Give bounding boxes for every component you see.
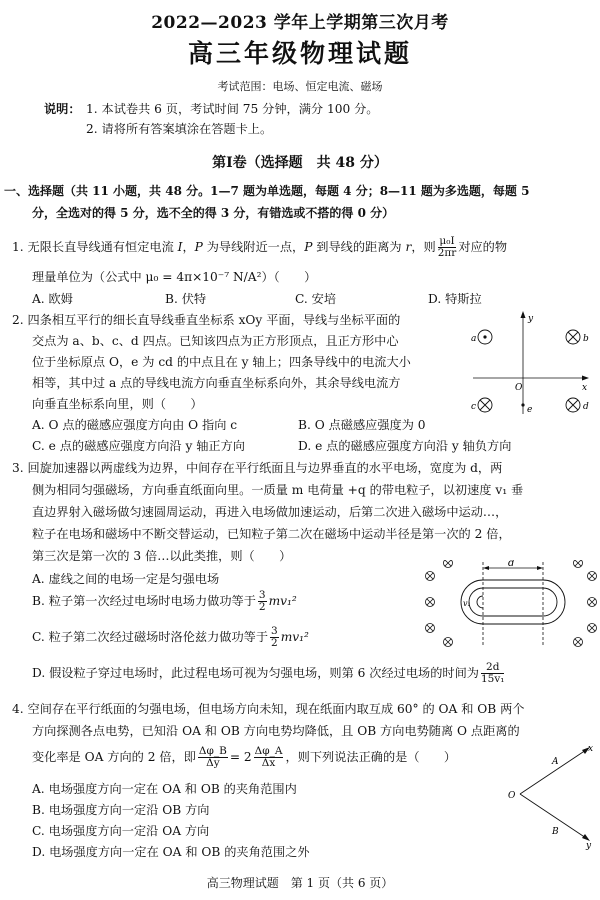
q1-line2: 理量单位为（公式中 μ₀ = 4π×10⁻⁷ N/A²）（ ） [32, 270, 317, 284]
q3-label-d: d [508, 560, 515, 569]
wire-d-cross [568, 400, 578, 410]
q2-line3: 位于坐标原点 O，e 为 cd 的中点且在 y 轴上；四条导线中的电流大小 [32, 355, 411, 369]
q3-option-b: B. 粒子第一次经过电场时电场力做功等于 $\frac{3}{2}$ mv₁² [32, 589, 297, 613]
part-heading-line2: 分，全选对的得 5 分，选不全的得 3 分，有错选或不搭的得 0 分） [32, 206, 395, 220]
q3-option-c: C. 粒子第二次经过磁场时洛伦兹力做功等于 $\frac{3}{2}$ mv₁² [32, 625, 309, 649]
q2-label-x: x [582, 383, 588, 393]
q1-fraction: $\frac{\text{μ₀I}}{2\pi r}$ [437, 235, 457, 259]
orbit-inner [477, 596, 483, 608]
q2-line1: 2. 四条相互平行的细长直导线垂直坐标系 xOy 平面，导线与坐标平面的 [12, 313, 401, 327]
q4-label-O: O [508, 791, 516, 801]
q4-option-a: A. 电场强度方向一定在 OA 和 OB 的夹角范围内 [32, 782, 297, 796]
q1-option-a: A. 欧姆 [32, 292, 73, 306]
q3-line3: 直边界射入磁场做匀速圆周运动，再进入电场做加速运动，后第二次进入磁场中运动…， [32, 505, 508, 519]
note-label: 说明： [44, 102, 81, 116]
q1-option-d: D. 特斯拉 [428, 292, 482, 306]
q4-line2: 方向探测各点电势，已知沿 OA 和 OB 方向电势均降低，且 OB 方向电势随离 O 点距离的 [32, 724, 520, 738]
q1-option-b: B. 伏特 [165, 292, 207, 306]
paper-title: 高三年级物理试题 [187, 39, 412, 68]
wire-c-cross [480, 400, 490, 410]
q4-label-B: B [552, 827, 559, 837]
q4-line3: 变化率是 OA 方向的 2 倍，即 $\frac{\Delta\varphi\_B}{\Delta y}$ = 2 $\frac{\Delta\varphi\_A}{\Delta x}$ ，则下列说法正确的是（ ） [32, 745, 457, 769]
note-1: 1. 本试卷共 6 页，考试时间 75 分钟，满分 100 分。 [86, 102, 379, 116]
q2-figure [465, 306, 595, 418]
q2-label-e: e [527, 405, 533, 415]
q2-option-b: B. O 点磁感应强度为 0 [298, 418, 426, 432]
exam-title: 2022—2023 学年上学期第三次月考 [151, 13, 449, 33]
q2-label-a: a [471, 334, 477, 344]
orbit-middle [469, 588, 557, 616]
q2-line5: 向垂直坐标系向里，则（ ） [32, 397, 203, 411]
q2-line4: 相等，其中过 a 点的导线电流方向垂直坐标系向外，其余导线电流方 [32, 376, 401, 390]
q2-label-d: d [583, 402, 589, 412]
q3-line1: 3. 回旋加速器以两虚线为边界，中间存在平行纸面且与边界垂直的水平电场，宽度为 d，两 [12, 461, 503, 475]
q4-figure [500, 742, 595, 850]
q3-cyclotron-figure [420, 560, 598, 648]
q2-label-b: b [583, 334, 589, 344]
q4-option-b: B. 电场强度方向一定沿 OB 方向 [32, 803, 210, 817]
q3-label-v1: v₁ [463, 599, 471, 608]
q1-stem: 1. 无限长直导线通有恒定电流 I，P 为导线附近一点，P 到导线的距离为 r，则 $\frac{\text{μ₀I}}{2\pi r}$ 对应的物 [12, 235, 508, 259]
part-heading-line1: 一、选择题（共 11 小题，共 48 分。1—7 题为单选题，每题 4 分；8—11 题为多选题，每题 5 [4, 184, 530, 198]
field-marks-left [426, 560, 453, 647]
q2-x-arrow [582, 376, 589, 381]
q3-line4: 粒子在电场和磁场中不断交替运动，已知粒子第二次在磁场中运动半径是第一次的 2 倍， [32, 527, 511, 541]
q4-option-c: C. 电场强度方向一定沿 OA 方向 [32, 824, 210, 838]
q4-label-A: A [552, 757, 559, 767]
q3-line5: 第三次是第一次的 3 倍…以此类推，则（ ） [32, 549, 292, 563]
q2-option-a: A. O 点的磁感应强度方向由 O 指向 c [32, 418, 238, 432]
q2-option-c: C. e 点的磁感应强度方向沿 y 轴正方向 [32, 439, 245, 453]
q3-line2: 侧为相同匀强磁场，方向垂直纸面向里。一质量 m 电荷量 +q 的带电粒子，以初速度 v₁ 垂 [32, 483, 524, 497]
section-title: 第Ⅰ卷（选择题 共 48 分） [212, 155, 388, 171]
q1-option-c: C. 安培 [295, 292, 337, 306]
q4-line1: 4. 空间存在平行纸面的匀强电场，但电场方向未知，现在纸面内取互成 60° 的 OA 和 OB 两个 [12, 702, 525, 716]
point-e [521, 403, 524, 406]
q2-line2: 交点为 a、b、c、d 四点。已知该四点为正方形顶点，且正方形中心 [32, 334, 399, 348]
q4-label-y: y [586, 841, 592, 850]
wire-b-cross [568, 332, 578, 342]
q2-label-y: y [528, 314, 534, 324]
page-footer: 高三物理试题 第 1 页（共 6 页） [206, 876, 394, 890]
note-2: 2. 请将所有答案填涂在答题卡上。 [86, 122, 273, 136]
q2-label-O: O [515, 383, 523, 393]
q3-option-a: A. 虚线之间的电场一定是匀强电场 [32, 572, 220, 586]
q2-y-arrow [521, 311, 526, 318]
q4-label-x: x [588, 744, 594, 754]
q4-option-d: D. 电场强度方向一定在 OA 和 OB 的夹角范围之外 [32, 845, 310, 859]
field-marks-right [574, 560, 597, 647]
q2-option-d: D. e 点的磁感应强度方向沿 y 轴负方向 [298, 439, 512, 453]
q3-option-d: D. 假设粒子穿过电场时，此过程电场可视为匀强电场，则第 6 次经过电场的时间为 $\frac{2d}{\text{15v₁}}$ [32, 661, 505, 685]
q2-label-c: c [471, 402, 477, 412]
wire-a-dot [483, 335, 486, 338]
exam-scope: 考试范围：电场、恒定电流、磁场 [217, 80, 383, 93]
